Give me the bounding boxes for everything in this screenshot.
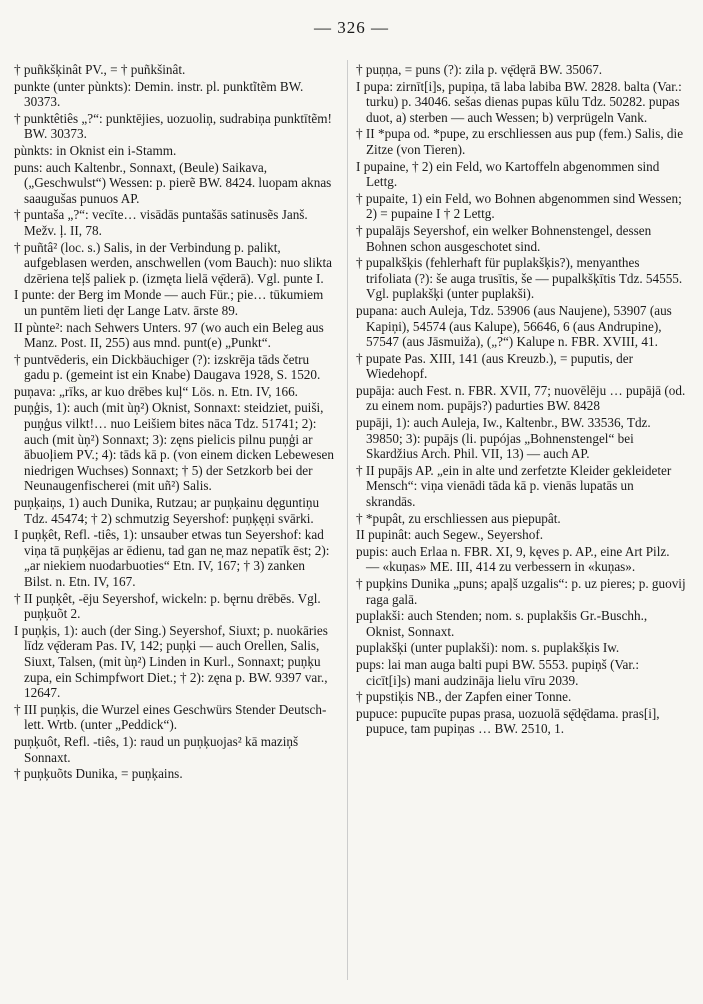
dictionary-entry: punkte (unter pùnkts): Demin. instr. pl. punktĩtẽm BW. 30373. (14, 78, 304, 110)
dictionary-entry: I pupa: zirnīt[i]s, pupiņa, tā laba labiba BW. 2828. balta (Var.: turku) p. 34046. sešas dienas pupas kūlu Tdz. 50282. pupas duot, a) sterben — auch Wessen; b) verprügeln Vank. (356, 78, 682, 125)
dictionary-entry: puņķaiņs, 1) auch Dunika, Rutzau; ar puņķainu dęguntiņu Tdz. 45474; † 2) schmutzig Seyershof: puņķęņi svārki. (14, 495, 320, 526)
dictionary-entry: † punktêtiês „?“: punktējies, uozuoliņ, sudrabiņa punktītẽm! BW. 30373. (14, 110, 332, 142)
dictionary-entry: I pupaine, † 2) ein Feld, wo Kartoffeln abgenommen sind Lettg. (356, 158, 660, 190)
dictionary-entry: puplakšķi (unter puplakši): nom. s. puplakšķis Iw. (356, 640, 620, 656)
dictionary-entry: † puñtâ² (loc. s.) Salis, in der Verbindung p. palikt, aufgeblasen werden, anschwellen (vom Bauch): nuo slikta dzēriena teļš paliek p. (izmęta lielā vę̄derā). Vgl. punte I. (14, 239, 332, 286)
dictionary-entry: II pupinât: auch Segew., Seyershof. (356, 527, 544, 543)
dictionary-entry: † II pupājs AP. „ein in alte und zerfetzte Kleider gekleideter Mensch“: viņa vienādi tāda kā p. vienās lupatās un skrandās. (356, 462, 672, 510)
dictionary-entry: puns: auch Kaltenbr., Sonnaxt, (Beule) Saikava, („Geschwulst“) Wessen: p. pierẽ BW. 8424. luopam aknas saaugušas punuos AP. (14, 159, 332, 206)
dictionary-entry: † puņņa, = puns (?): zila p. vę̄dęrā BW. 35067. (356, 62, 603, 77)
dictionary-entry: pupāja: auch Fest. n. FBR. XVII, 77; nuovēlēju … pupājā (od. zu einem nom. pupājs?) padurties BW. 8428 (356, 382, 686, 414)
dictionary-entry: puplakši: auch Stenden; nom. s. puplakšis Gr.-Buschh., Oknist, Sonnaxt. (356, 608, 648, 639)
dictionary-entry: † pupalkšķis (fehlerhaft für puplakšķis?), menyanthes trifoliata (?): še auga trusītis, še — pupalkšķītis Tdz. 54555. Vgl. puplakšķi (unter puplakši). (356, 255, 683, 302)
dictionary-entry: † puntaša „?“: vecīte… visādās puntašās satinusẽs Janš. Mežv. ļ. II, 78. (14, 207, 308, 238)
dictionary-entry: pùnkts: in Oknist ein i-Stamm. (14, 142, 177, 158)
dictionary-entry: † II puņķêt, -ēju Seyershof, wickeln: p. bęrnu drēbēs. Vgl. puņķuõt 2. (14, 590, 321, 622)
column-divider (347, 60, 348, 980)
dictionary-entry: † puņķuõts Dunika, = puņķains. (14, 766, 183, 782)
dictionary-entry: I punte: der Berg im Monde — auch Für.; pie… tūkumiem un puntēm lieti dęr Lange Latv. ārste 89. (14, 287, 324, 318)
dictionary-entry: pupuce: pupucīte pupas prasa, uozuolā sę̄dę̄dama. pras[i], pupuce, tam pupiņas … BW. 2510, 1. (356, 705, 660, 737)
right-column (356, 62, 686, 738)
dictionary-entry: † pupstiķis NB., der Zapfen einer Tonne. (356, 689, 572, 705)
dictionary-entry: † *pupât, zu erschliessen aus piepupât. (356, 510, 561, 526)
dictionary-entry: puņķuôt, Refl. -tiês, 1): raud un puņķuojas² kā maziņš Sonnaxt. (14, 733, 299, 765)
dictionary-entry: I puņķêt, Refl. -tiês, 1): unsauber etwas tun Seyershof: kad viņa tā puņķējas ar ēdienu, tad gan ne̦ maz nepatīk ēst; 2): „ar niekiem nuodarbuoties“ Etn. IV, 167; † 3) zanken Bilst. n. Etn. IV, 167. (14, 527, 330, 589)
dictionary-entry: II pùnte²: nach Sehwers Unters. 97 (wo auch ein Beleg aus Manz. Post. II, 255) aus mnd. punt(e) „Punkt“. (14, 319, 324, 351)
dictionary-entry: † III puņķis, die Wurzel eines Geschwürs Stender Deutsch-lett. Wrtb. (unter „Peddick“). (14, 701, 327, 733)
dictionary-entry: I puņķis, 1): auch (der Sing.) Seyershof, Siuxt; p. nuokāries līdz vę̄deram Pas. IV, 142; puņķi — auch Orellen, Salis, Siuxt, Talsen, (mit ùņ²) Linden in Kurl., Sonnaxt; puņķu zupa, ein Schimpfwort Diet.; † 2): zęna p. BW. 9397 var., 12647. (14, 622, 328, 701)
dictionary-entry: pups: lai man auga balti pupi BW. 5553. pupiņš (Var.: cicīt[i]s) mani audzināja lielu vīru 2039. (356, 656, 640, 688)
dictionary-entry: puņava: „rīks, ar kuo drēbes kuļ“ Lös. n. Etn. IV, 166. (14, 383, 298, 399)
dictionary-entry: † II *pupa od. *pupe, zu erschliessen aus pup (fem.) Salis, die Zitze (von Tieren). (356, 126, 684, 157)
dictionary-entry: pupāji, 1): auch Auleja, Iw., Kaltenbr., BW. 33536, Tdz. 39850; 3): pupājs (li. pupójas „Bohnenstengel“ bei Skardžius Arch. Phil. VII, 13) — auch AP. (356, 415, 651, 462)
dictionary-entry: † pupalājs Seyershof, ein welker Bohnenstengel, dessen Bohnen schon ausgeschotet sind. (356, 222, 652, 254)
dictionary-entry: † puntvēderis, ein Dickbäuchiger (?): izskrēja tāds četru gadu p. (gemeint ist ein Knabe) Daugava 1928, S. 1520. (14, 351, 321, 383)
dictionary-entry: pupana: auch Auleja, Tdz. 53906 (aus Naujene), 53907 (aus Kapiņi), 54574 (aus Kalupe), 56646, 6 (aus Andrupine), 57547 (aus Jāsmuiža), („?“) Kalupe n. FBR. XVIII, 41. (356, 302, 672, 350)
dictionary-entry: pupis: auch Erlaa n. FBR. XI, 9, kęves p. AP., eine Art Pilz. — «kuņas» ME. III, 414 zu verbessern in «kuņas». (356, 543, 670, 575)
dictionary-entry: puņģis, 1): auch (mit ùņ²) Oknist, Sonnaxt: steidziet, puiši, puņģus vilkt!… nuo Leišiem bites nāca Tdz. 51741; 2): auch (mit ùņ²) Sonnaxt; 3): zęns pielicis pilnu puņģi ar ābuoļiem PV.; 4): tāds kā p. (von einem dicken Lebewesen niedrigen Wuchses) Sonnaxt; † 5) der Setzkorb bei der Neunaugenfischerei (mit uñ²) Salis. (14, 400, 334, 494)
dictionary-entry: † pupate Pas. XIII, 141 (aus Kreuzb.), = puputis, der Wiedehopf. (356, 350, 633, 382)
page-number: — 326 — (314, 18, 389, 37)
dictionary-entry: † pupķins Dunika „puns; apaļš uzgalis“: p. uz pieres; p. guovij raga galā. (356, 576, 686, 607)
left-column (14, 62, 336, 783)
dictionary-entry: † puñkšķinât PV., = † puñkšinât. (14, 62, 186, 77)
dictionary-entry: † pupaite, 1) ein Feld, wo Bohnen abgenommen sind Wessen; 2) = pupaine I † 2 Lettg. (356, 190, 682, 222)
